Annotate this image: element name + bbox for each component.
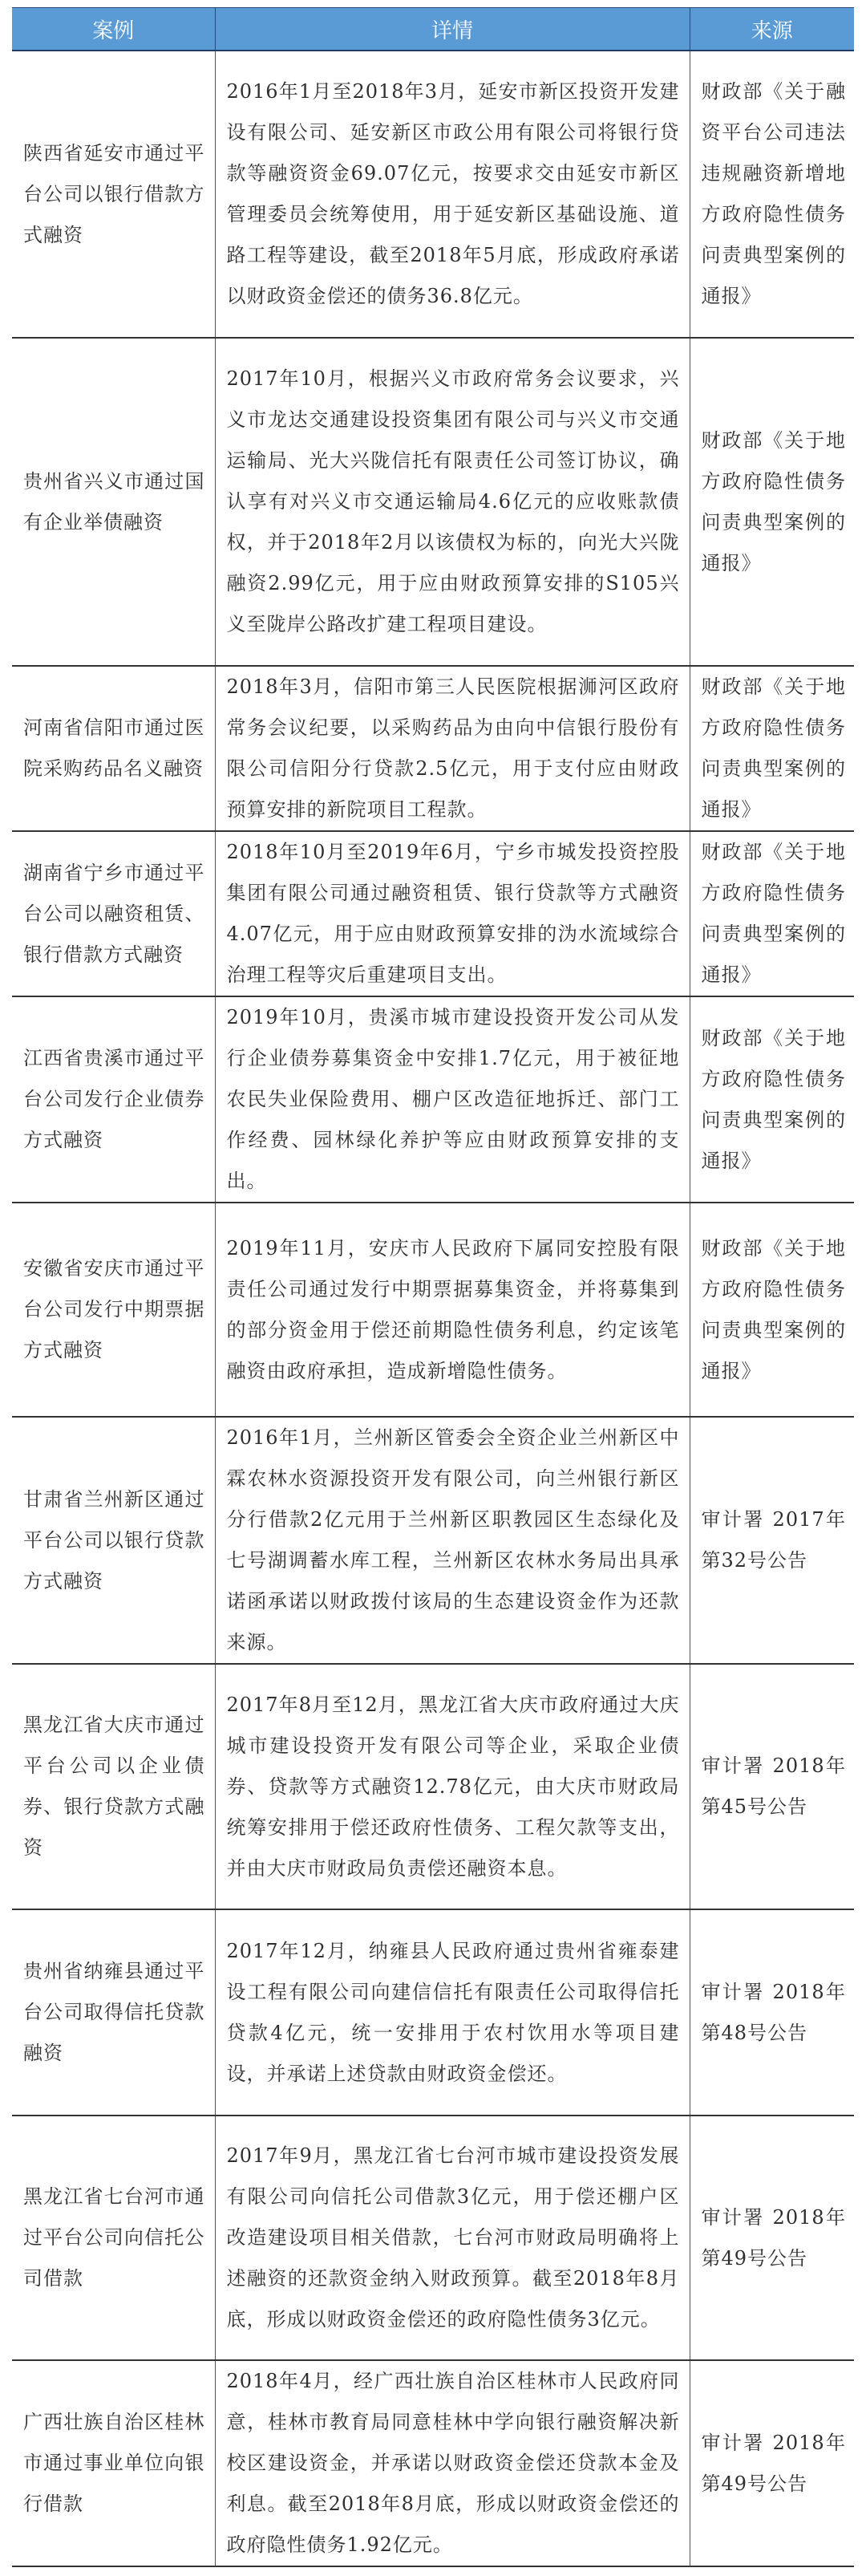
table-row bbox=[12, 51, 854, 338]
case-cell: 陕西省延安市通过平台公司以银行借款方式融资 bbox=[12, 51, 215, 338]
source-cell: 审计署 2018年第49号公告 bbox=[690, 2360, 854, 2566]
header-detail: 详情 bbox=[215, 8, 690, 51]
table-row bbox=[12, 666, 854, 831]
detail-cell: 2017年10月，根据兴义市政府常务会议要求，兴义市龙达交通建设投资集团有限公司与兴义市交通运输局、光大兴陇信托有限责任公司签订协议，确认享有对兴义市交通运输局4.6亿元的应收账款债权，并于2018年2月以该债权为标的，向光大兴陇融资2.99亿元，用于应由财政预算安排的S105兴义至陇岸公路改扩建工程项目建设。 bbox=[215, 338, 690, 666]
source-cell: 财政部《关于地方政府隐性债务问责典型案例的通报》 bbox=[690, 666, 854, 831]
cases-table bbox=[12, 7, 854, 2567]
case-cell: 湖南省宁乡市通过平台公司以融资租赁、银行借款方式融资 bbox=[12, 831, 215, 996]
case-cell: 贵州省纳雍县通过平台公司取得信托贷款融资 bbox=[12, 1909, 215, 2116]
source-cell: 财政部《关于地方政府隐性债务问责典型案例的通报》 bbox=[690, 831, 854, 996]
detail-cell: 2017年8月至12月，黑龙江省大庆市政府通过大庆城市建设投资开发有限公司等企业，采取企业债券、贷款等方式融资12.78亿元，由大庆市财政局统筹安排用于偿还政府性债务、工程欠款等支出，并由大庆市财政局负责偿还融资本息。 bbox=[215, 1664, 690, 1909]
source-cell: 审计署 2018年第45号公告 bbox=[690, 1664, 854, 1909]
table-row bbox=[12, 1203, 854, 1417]
detail-cell: 2016年1月，兰州新区管委会全资企业兰州新区中霖农林水资源投资开发有限公司，向兰州银行新区分行借款2亿元用于兰州新区职教园区生态绿化及七号湖调蓄水库工程，兰州新区农林水务局出具承诺函承诺以财政拨付该局的生态建设资金作为还款来源。 bbox=[215, 1417, 690, 1664]
header-source: 来源 bbox=[690, 8, 854, 51]
source-cell: 财政部《关于地方政府隐性债务问责典型案例的通报》 bbox=[690, 996, 854, 1203]
detail-cell: 2016年1月至2018年3月，延安市新区投资开发建设有限公司、延安新区市政公用有限公司将银行贷款等融资资金69.07亿元，按要求交由延安市新区管理委员会统筹使用，用于延安新区基础设施、道路工程等建设，截至2018年5月底，形成政府承诺以财政资金偿还的债务36.8亿元。 bbox=[215, 51, 690, 338]
source-cell: 财政部《关于地方政府隐性债务问责典型案例的通报》 bbox=[690, 1203, 854, 1417]
detail-cell: 2019年11月，安庆市人民政府下属同安控股有限责任公司通过发行中期票据募集资金，并将募集到的部分资金用于偿还前期隐性债务利息，约定该笔融资由政府承担，造成新增隐性债务。 bbox=[215, 1203, 690, 1417]
table-row bbox=[12, 338, 854, 666]
case-cell: 安徽省安庆市通过平台公司发行中期票据方式融资 bbox=[12, 1203, 215, 1417]
source-cell: 财政部《关于融资平台公司违法违规融资新增地方政府隐性债务问责典型案例的通报》 bbox=[690, 51, 854, 338]
detail-cell: 2019年10月，贵溪市城市建设投资开发公司从发行企业债券募集资金中安排1.7亿元，用于被征地农民失业保险费用、棚户区改造征地拆迁、部门工作经费、园林绿化养护等应由财政预算安排的支出。 bbox=[215, 996, 690, 1203]
detail-cell: 2018年10月至2019年6月，宁乡市城发投资控股集团有限公司通过融资租赁、银行贷款等方式融资4.07亿元，用于应由财政预算安排的沩水流域综合治理工程等灾后重建项目支出。 bbox=[215, 831, 690, 996]
source-cell: 财政部《关于地方政府隐性债务问责典型案例的通报》 bbox=[690, 338, 854, 666]
case-cell: 黑龙江省大庆市通过平台公司以企业债券、银行贷款方式融资 bbox=[12, 1664, 215, 1909]
case-cell: 江西省贵溪市通过平台公司发行企业债券方式融资 bbox=[12, 996, 215, 1203]
case-cell: 甘肃省兰州新区通过平台公司以银行贷款方式融资 bbox=[12, 1417, 215, 1664]
table-row bbox=[12, 1417, 854, 1664]
detail-cell: 2018年4月，经广西壮族自治区桂林市人民政府同意，桂林市教育局同意桂林中学向银行融资解决新校区建设资金，并承诺以财政资金偿还贷款本金及利息。截至2018年8月底，形成以财政资金偿还的政府隐性债务1.92亿元。 bbox=[215, 2360, 690, 2566]
case-cell: 河南省信阳市通过医院采购药品名义融资 bbox=[12, 666, 215, 831]
source-cell: 审计署 2018年第48号公告 bbox=[690, 1909, 854, 2116]
table-row bbox=[12, 1664, 854, 1909]
detail-cell: 2017年12月，纳雍县人民政府通过贵州省雍泰建设工程有限公司向建信信托有限责任公司取得信托贷款4亿元，统一安排用于农村饮用水等项目建设，并承诺上述贷款由财政资金偿还。 bbox=[215, 1909, 690, 2116]
header-case: 案例 bbox=[12, 8, 215, 51]
case-cell: 黑龙江省七台河市通过平台公司向信托公司借款 bbox=[12, 2116, 215, 2360]
detail-cell: 2017年9月，黑龙江省七台河市城市建设投资发展有限公司向信托公司借款3亿元，用于偿还棚户区改造建设项目相关借款，七台河市财政局明确将上述融资的还款资金纳入财政预算。截至2018年8月底，形成以财政资金偿还的政府隐性债务3亿元。 bbox=[215, 2116, 690, 2360]
table-row bbox=[12, 2116, 854, 2360]
table-row bbox=[12, 996, 854, 1203]
table-row bbox=[12, 1909, 854, 2116]
source-cell: 审计署 2017年第32号公告 bbox=[690, 1417, 854, 1664]
table-header bbox=[12, 8, 854, 51]
table-row bbox=[12, 2360, 854, 2566]
case-cell: 贵州省兴义市通过国有企业举债融资 bbox=[12, 338, 215, 666]
source-cell: 审计署 2018年第49号公告 bbox=[690, 2116, 854, 2360]
case-cell: 广西壮族自治区桂林市通过事业单位向银行借款 bbox=[12, 2360, 215, 2566]
table-row bbox=[12, 831, 854, 996]
detail-cell: 2018年3月，信阳市第三人民医院根据浉河区政府常务会议纪要，以采购药品为由向中信银行股份有限公司信阳分行贷款2.5亿元，用于支付应由财政预算安排的新院项目工程款。 bbox=[215, 666, 690, 831]
